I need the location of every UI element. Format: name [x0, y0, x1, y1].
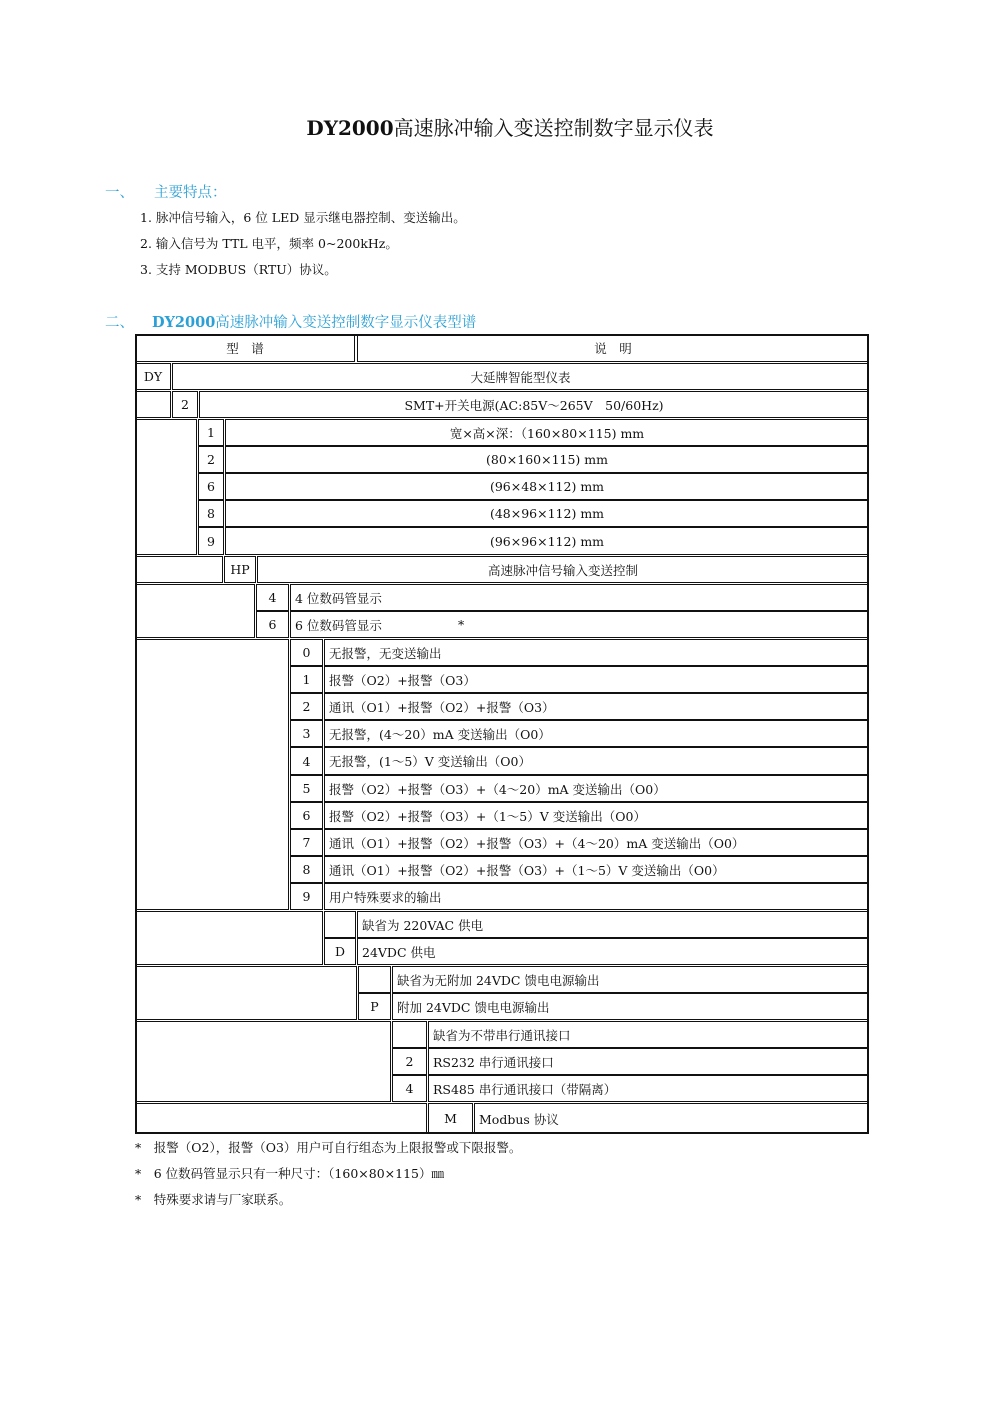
output-code: 6: [290, 802, 323, 829]
output-description: 用户特殊要求的输出: [324, 883, 869, 910]
output-code: 1: [290, 666, 323, 693]
section2-heading: [105, 311, 476, 332]
output-code: 7: [290, 829, 323, 856]
feed-code: [358, 966, 391, 993]
protocol-spacer: [135, 1103, 427, 1134]
page-title: [0, 112, 992, 141]
output-description: 通讯（O1）+报警（O2）+报警（O3）+（4～20）mA 变送输出（O0）: [324, 829, 869, 856]
input-spacer: [135, 556, 223, 583]
size-spacer: [135, 419, 197, 555]
footnote: * 报警（O2），报警（O3）用户可自行组态为上限报警或下限报警。: [135, 1140, 522, 1155]
comm-description: RS232 串行通讯接口: [428, 1048, 869, 1075]
section2-model: DY2000: [152, 314, 216, 331]
output-description: 无报警，无变送输出: [324, 639, 869, 666]
size-description: (96×48×112) mm: [225, 473, 869, 500]
display-code: 6: [256, 611, 289, 638]
feed-description: 缺省为无附加 24VDC 馈电电源输出: [392, 966, 869, 993]
display-description: [290, 584, 869, 611]
output-description: 报警（O2）+报警（O3）+（4～20）mA 变送输出（O0）: [324, 775, 869, 802]
feed-code: P: [358, 993, 391, 1020]
size-description: (48×96×112) mm: [225, 500, 869, 527]
display-text: 6 位数码管显示: [295, 617, 382, 633]
title-model: DY2000: [306, 116, 394, 140]
section1-number: 一、: [105, 185, 134, 201]
feature-item: 3. 支持 MODBUS（RTU）协议。: [140, 262, 337, 277]
supply-code: D: [324, 938, 356, 965]
display-spacer: [135, 584, 255, 638]
section2-number: 二、: [105, 315, 134, 331]
model-spectrum-table: [135, 334, 869, 1134]
header-description: 说 明: [357, 334, 869, 362]
feature-item: 2. 输入信号为 TTL 电平，频率 0~200kHz。: [140, 236, 398, 251]
supply-description: 缺省为 220VAC 供电: [357, 911, 869, 938]
power-code: 2: [172, 391, 198, 418]
feed-description: 附加 24VDC 馈电电源输出: [392, 993, 869, 1020]
output-description: 无报警，(4～20）mA 变送输出（O0）: [324, 720, 869, 747]
size-code: 6: [198, 473, 224, 500]
protocol-code: M: [428, 1103, 473, 1134]
output-description: 报警（O2）+报警（O3）+（1～5）V 变送输出（O0）: [324, 802, 869, 829]
output-code: 8: [290, 856, 323, 883]
output-description: 无报警，(1～5）V 变送输出（O0）: [324, 747, 869, 775]
size-code: 9: [198, 527, 224, 555]
power-description: SMT+开关电源(AC:85V～265V 50/60Hz): [199, 391, 869, 418]
comm-code: 2: [392, 1048, 427, 1075]
display-note-mark: *: [457, 617, 465, 632]
supply-code: [324, 911, 356, 938]
header-model: 型 谱: [135, 334, 355, 362]
size-description: (80×160×115) mm: [225, 446, 869, 473]
output-code: 2: [290, 693, 323, 720]
feature-item: 1. 脉冲信号输入，6 位 LED 显示继电器控制、变送输出。: [140, 210, 466, 225]
display-code: 4: [256, 584, 289, 611]
comm-description: RS485 串行通讯接口（带隔离）: [428, 1075, 869, 1102]
size-description: (96×96×112) mm: [225, 527, 869, 555]
brand-code: DY: [135, 363, 171, 390]
section1-heading: [105, 181, 227, 202]
feed-spacer: [135, 966, 357, 1020]
size-description: 宽×高×深：（160×80×115) mm: [225, 419, 869, 446]
supply-spacer: [135, 911, 323, 965]
output-spacer: [135, 639, 289, 910]
supply-description: 24VDC 供电: [357, 938, 869, 965]
display-text: 4 位数码管显示: [295, 590, 382, 606]
section2-text: 高速脉冲输入变送控制数字显示仪表型谱: [215, 315, 477, 331]
footnote: * 特殊要求请与厂家联系。: [135, 1192, 292, 1207]
comm-code: [392, 1021, 427, 1048]
footnote: * 6 位数码管显示只有一种尺寸：（160×80×115）㎜: [135, 1166, 444, 1181]
display-description: [290, 611, 869, 638]
title-text: 高速脉冲输入变送控制数字显示仪表: [393, 116, 714, 140]
input-code: HP: [224, 556, 256, 583]
output-description: 报警（O2）+报警（O3）: [324, 666, 869, 693]
size-code: 2: [198, 446, 224, 473]
output-description: 通讯（O1）+报警（O2）+报警（O3）: [324, 693, 869, 720]
section1-label: 主要特点：: [154, 185, 227, 201]
size-code: 8: [198, 500, 224, 527]
power-spacer: [135, 391, 171, 418]
output-description: 通讯（O1）+报警（O2）+报警（O3）+（1～5）V 变送输出（O0）: [324, 856, 869, 883]
input-description: 高速脉冲信号输入变送控制: [257, 556, 869, 583]
output-code: 9: [290, 883, 323, 910]
output-code: 4: [290, 747, 323, 775]
output-code: 5: [290, 775, 323, 802]
output-code: 0: [290, 639, 323, 666]
brand-description: 大延牌智能型仪表: [172, 363, 869, 390]
output-code: 3: [290, 720, 323, 747]
comm-spacer: [135, 1021, 391, 1102]
comm-description: 缺省为不带串行通讯接口: [428, 1021, 869, 1048]
comm-code: 4: [392, 1075, 427, 1102]
size-code: 1: [198, 419, 224, 446]
protocol-description: Modbus 协议: [474, 1103, 869, 1134]
